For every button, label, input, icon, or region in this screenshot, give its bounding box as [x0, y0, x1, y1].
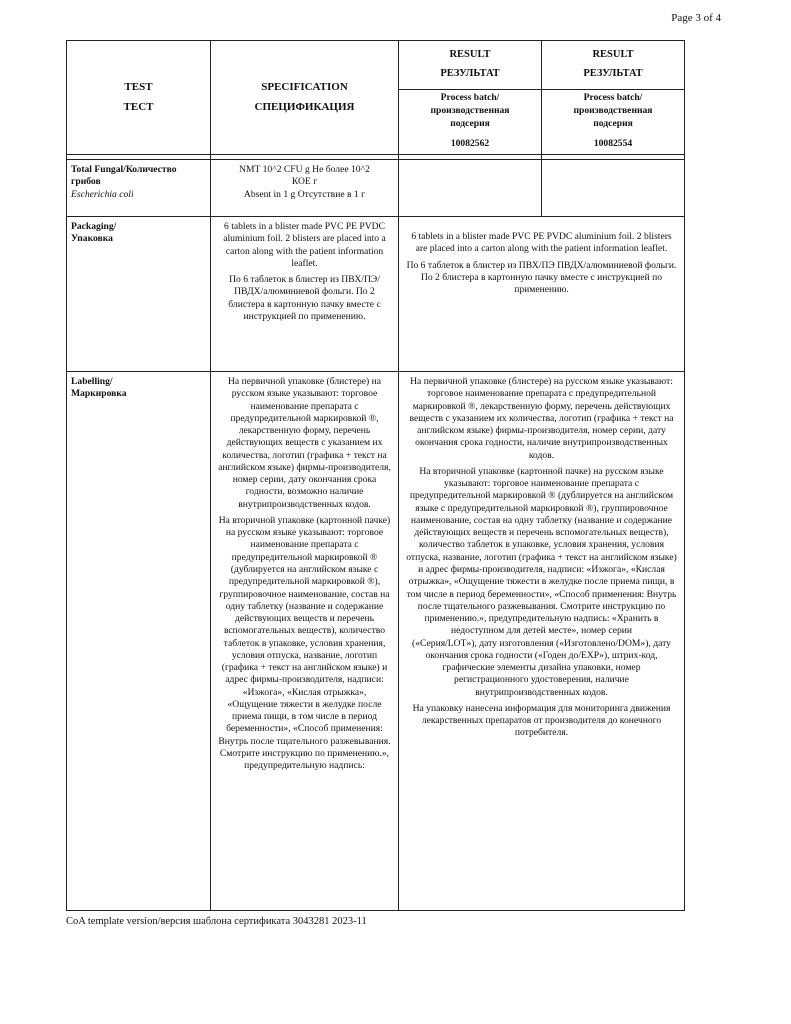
header-spec — [211, 41, 399, 155]
header-test-en: TEST — [124, 80, 153, 93]
fungal-test-line3: Escherichia coli — [71, 188, 134, 200]
batch-number-1: 10082562 — [450, 137, 490, 149]
fungal-spec — [211, 160, 399, 217]
packaging-test-line2: Упаковка — [71, 233, 113, 245]
labelling-spec-primary: На первичной упаковке (блистере) на русском языке указывают: торговое наименование препарата с предупредительной маркировкой ®, лекарственную форму, перечень действующих веществ с указанием их количества, логотип (графика + текст на английском языке) фирмы-производителя, номер серии, дату окончания срока годности, возможно наличие внутрипроизводственных кодов. — [218, 376, 391, 510]
packaging-spec — [211, 217, 399, 372]
page-number: Page 3 of 4 — [671, 12, 721, 24]
batch-label-1: Process batch/ производственная подсерия — [430, 92, 510, 129]
fungal-result-2 — [542, 160, 685, 217]
labelling-test — [67, 372, 211, 911]
header-result-1 — [399, 41, 542, 90]
packaging-test-line1: Packaging/ — [71, 221, 117, 232]
header-result-2 — [542, 41, 685, 90]
header-result-1-en: RESULT — [449, 49, 491, 61]
labelling-spec — [211, 372, 399, 911]
row-fungal — [67, 160, 685, 217]
fungal-result-1 — [399, 160, 542, 217]
packaging-spec-en: 6 tablets in a blister made PVC PE PVDC aluminium foil. 2 blisters are placed into a carton along with the patient information leaflet. — [223, 221, 386, 269]
row-labelling — [67, 372, 685, 911]
header-spec-ru: СПЕЦИФИКАЦИЯ — [254, 100, 355, 113]
batch-cell-2 — [542, 90, 685, 155]
row-packaging — [67, 217, 685, 372]
labelling-result-primary: На первичной упаковке (блистере) на русском языке указывают: торговое наименование препарата с предупредительной маркировкой ®, лекарственную форму, перечень действующих веществ с указанием их количества, логотип (графика + текст на английском языке) фирмы-производителя, номер серии, дату окончания срока годности, наличие внутрипроизводственных кодов. — [409, 376, 674, 461]
header-row — [67, 41, 685, 90]
labelling-result-monitoring: На упаковку нанесена информация для мониторинга движения лекарственных препаратов от производителя до конечного потребителя. — [412, 702, 671, 739]
labelling-spec-secondary: На вторичной упаковке (картонной пачке) на русском языке указывают: торговое наименование препарата с предупредительной маркировкой ® (дублируется на английском языке с предупредительной маркировкой ®), группировочное наименование, состав на одну таблетку (название и содержание действующих веществ и перечень вспомогательных веществ), количество таблеток в упаковке, условия хранения, условия отпуска, название, логотип (графика + текст на английском языке) и адрес фирмы-производителя, надписи: «Изжога», «Кислая отрыжка», «Ощущение тяжести в желудке после приема пищи, в том числе в период беременности», «Способ применения: Внутрь после тщательного разжевывания. Смотрите инструкцию по применению.», предупредительную надпись: — [218, 514, 391, 772]
fungal-spec-line3: Absent in 1 g Отсутствие в 1 г — [243, 188, 366, 200]
fungal-test — [67, 160, 211, 217]
header-result-1-ru: РЕЗУЛЬТАТ — [440, 68, 500, 79]
packaging-result-en: 6 tablets in a blister made PVC PE PVDC aluminium foil. 2 blisters are placed into a carton along with the patient information leaflet. — [411, 231, 672, 255]
header-result-2-en: RESULT — [592, 49, 634, 61]
fungal-spec-line1: NMT 10^2 CFU g Не более 10^2 — [239, 164, 370, 175]
header-result-2-ru: РЕЗУЛЬТАТ — [583, 68, 643, 79]
packaging-test — [67, 217, 211, 372]
batch-number-2: 10082554 — [593, 137, 633, 149]
labelling-result-dates: («Серия/LOT»), дату изготовления («Изготовлено/DOM»), дату окончания срока годности («Годен до/EXP»), штрих-код, графические элементы дизайна упаковки, номер регистрационного удостоверения, наличие внутрипроизводственных кодов. — [412, 637, 671, 698]
packaging-spec-ru: По 6 таблеток в блистер из ПВХ/ПЭ/ПВДХ/алюминиевой фольги. По 2 блистера в картонную пачку вместе с инструкцией по применению. — [228, 274, 381, 322]
packaging-result — [399, 217, 685, 372]
packaging-result-ru: По 6 таблеток в блистер из ПВХ/ПЭ ПВДХ/алюминиевой фольги. По 2 блистера в картонную пачку вместе с инструкцией по применению. — [406, 259, 677, 296]
batch-label-2: Process batch/ производственная подсерия — [573, 92, 653, 129]
header-test — [67, 41, 211, 155]
labelling-result — [399, 372, 685, 911]
fungal-spec-line2: КОЕ г — [291, 176, 318, 188]
labelling-test-line2: Маркировка — [71, 388, 127, 400]
fungal-test-line1: Total Fungal/Количество — [71, 164, 177, 175]
labelling-result-secondary: На вторичной упаковке (картонной пачке) на русском языке указывают: торговое наименование препарата с предупредительной маркировкой ® (дублируется на английском языке с предупредительной маркировкой ®), группировочное наименование, состав на одну таблетку (название и содержание действующих веществ и перечень вспомогательных веществ), количество таблеток в упаковке, условия хранения, условия отпуска, название, логотип (графика + текст на английском языке) и адрес фирмы-производителя, надписи: «Изжога», «Кислая отрыжка», «Ощущение тяжести в желудке после приема пищи, в том числе в период беременности», «Способ применения: Внутрь после тщательного разжевывания. Смотрите инструкцию по применению.», предупредительную надпись: «Хранить в недоступном для детей месте», номер серии — [406, 465, 677, 637]
header-spec-en: SPECIFICATION — [261, 80, 348, 93]
coa-table — [66, 40, 685, 911]
footer-template-version: CoA template version/версия шаблона сертификата 3043281 2023-11 — [66, 916, 367, 927]
labelling-test-line1: Labelling/ — [71, 376, 113, 387]
header-test-ru: ТЕСТ — [123, 100, 154, 113]
fungal-test-line2: грибов — [71, 176, 101, 188]
batch-cell-1 — [399, 90, 542, 155]
